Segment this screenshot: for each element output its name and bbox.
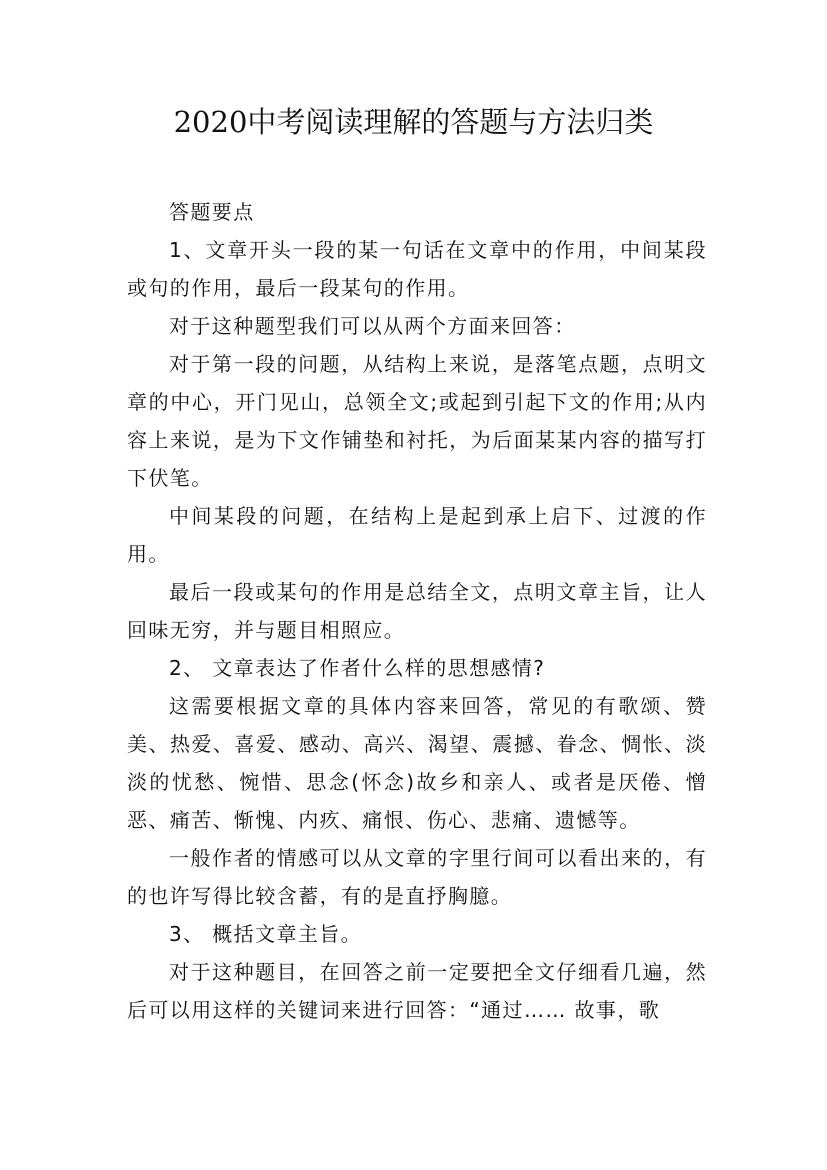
paragraph: 对于第一段的问题，从结构上来说，是落笔点题，点明文章的中心，开门见山，总领全文;或起到引起下文的作用;从内容上来说，是为下文作铺垫和衬托，为后面某某内容的描写打下伏笔。: [127, 352, 707, 490]
paragraph: 最后一段或某句的作用是总结全文，点明文章主旨，让人回味无穷，并与题目相照应。: [127, 580, 707, 642]
paragraph: 对于这种题目，在回答之前一定要把全文仔细看几遍，然后可以用这样的关键词来进行回答：“通过…… 故事，歌: [127, 960, 707, 1022]
paragraph: 这需要根据文章的具体内容来回答，常见的有歌颂、赞美、热爱、喜爱、感动、高兴、渴望、震撼、眷念、惆怅、淡淡的忧愁、惋惜、思念(怀念)故乡和亲人、或者是厌倦、憎恶、痛苦、惭愧、内疚、痛恨、伤心、悲痛、遗憾等。: [127, 694, 707, 832]
paragraph: 对于这种题型我们可以从两个方面来回答：: [169, 314, 576, 338]
paragraph-point-3: 3、 概括文章主旨。: [169, 922, 363, 946]
section-heading-key-points: 答题要点: [169, 200, 255, 224]
paragraph: 中间某段的问题，在结构上是起到承上启下、过渡的作用。: [127, 504, 707, 566]
paragraph: 一般作者的情感可以从文章的字里行间可以看出来的，有的也许写得比较含蓄，有的是直抒胸臆。: [127, 846, 707, 908]
paragraph-point-2: 2、 文章表达了作者什么样的思想感情?: [169, 656, 546, 680]
paragraph-point-1: 1、文章开头一段的某一句话在文章中的作用，中间某段或句的作用，最后一段某句的作用。: [127, 238, 707, 300]
document-title: 2020中考阅读理解的答题与方法归类: [173, 105, 654, 139]
document-body: [127, 193, 707, 1029]
